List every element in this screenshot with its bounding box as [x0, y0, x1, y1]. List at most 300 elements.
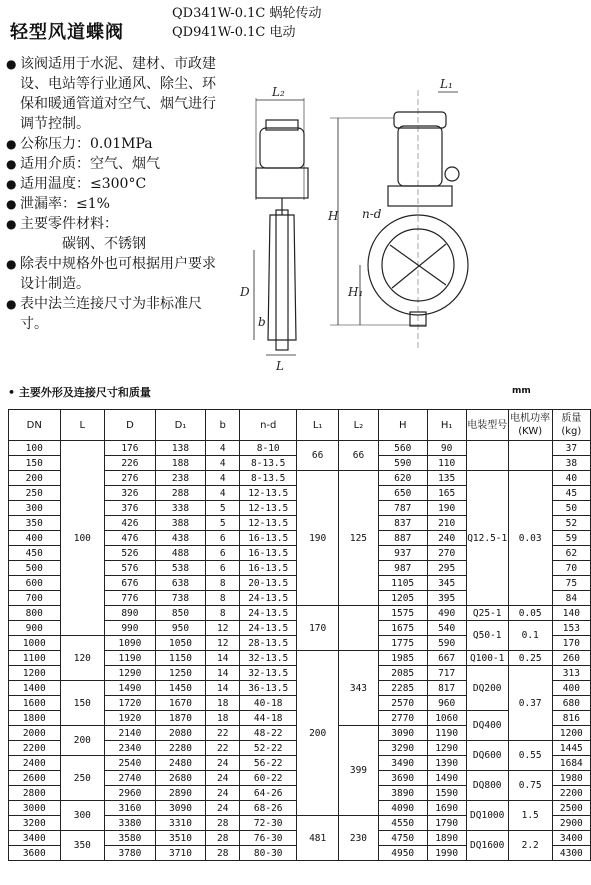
cell-l2: 343 — [339, 651, 379, 726]
cell-nd: 40-18 — [240, 696, 297, 711]
bullet-leakage: ● 泄漏率：≤1% — [6, 196, 110, 212]
cell-d: 1490 — [105, 681, 156, 696]
cell-mass: 1684 — [552, 756, 590, 771]
table-header-cell: H — [378, 410, 427, 441]
cell-mass: 400 — [552, 681, 590, 696]
cell-b: 14 — [206, 681, 240, 696]
cell-nd: 8-13.5 — [240, 471, 297, 486]
table-header-cell: DN — [9, 410, 61, 441]
cell-b: 12 — [206, 621, 240, 636]
cell-l2 — [339, 606, 379, 651]
cell-nd: 24-13.5 — [240, 591, 297, 606]
cell-d1: 1050 — [155, 636, 206, 651]
cell-h1: 295 — [427, 561, 466, 576]
cell-motor-power: 0.03 — [508, 471, 552, 606]
cell-l2: 125 — [339, 471, 379, 606]
cell-nd: 12-13.5 — [240, 516, 297, 531]
cell-nd: 12-13.5 — [240, 501, 297, 516]
cell-dn: 350 — [9, 516, 61, 531]
cell-motor-power — [508, 441, 552, 471]
cell-dn: 400 — [9, 531, 61, 546]
cell-d: 1920 — [105, 711, 156, 726]
cell-dn: 2600 — [9, 771, 61, 786]
cell-d1: 638 — [155, 576, 206, 591]
cell-b: 4 — [206, 441, 240, 456]
cell-b: 24 — [206, 756, 240, 771]
cell-h1: 1890 — [427, 831, 466, 846]
cell-h: 787 — [378, 501, 427, 516]
cell-nd: 60-22 — [240, 771, 297, 786]
cell-d1: 188 — [155, 456, 206, 471]
bullet-medium: ● 适用介质：空气、烟气 — [6, 156, 160, 172]
table-header-cell: D — [105, 410, 156, 441]
cell-h1: 270 — [427, 546, 466, 561]
cell-b: 4 — [206, 456, 240, 471]
cell-nd: 24-13.5 — [240, 606, 297, 621]
cell-d: 2540 — [105, 756, 156, 771]
cell-h1: 1690 — [427, 801, 466, 816]
cell-h1: 90 — [427, 441, 466, 456]
cell-mass: 260 — [552, 651, 590, 666]
cell-actuator-model: DQ1600 — [466, 831, 508, 861]
cell-dn: 150 — [9, 456, 61, 471]
cell-motor-power: 0.55 — [508, 741, 552, 771]
table-header-cell: L₁ — [297, 410, 339, 441]
cell-actuator-model: DQ400 — [466, 711, 508, 741]
cell-b: 22 — [206, 726, 240, 741]
cell-d1: 438 — [155, 531, 206, 546]
cell-d1: 3710 — [155, 846, 206, 861]
cell-d1: 1150 — [155, 651, 206, 666]
cell-mass: 170 — [552, 636, 590, 651]
cell-mass: 75 — [552, 576, 590, 591]
cell-h1: 345 — [427, 576, 466, 591]
cell-h1: 1060 — [427, 711, 466, 726]
cell-h1: 540 — [427, 621, 466, 636]
cell-dn: 1000 — [9, 636, 61, 651]
cell-mass: 62 — [552, 546, 590, 561]
cell-motor-power: 0.1 — [508, 621, 552, 651]
cell-d1: 388 — [155, 516, 206, 531]
label-L: L — [276, 359, 284, 373]
cell-h: 1205 — [378, 591, 427, 606]
cell-d: 1720 — [105, 696, 156, 711]
label-nd: n-d — [362, 207, 382, 221]
cell-l2: 66 — [339, 441, 379, 471]
cell-dn: 200 — [9, 471, 61, 486]
cell-dn: 250 — [9, 486, 61, 501]
cell-nd: 64-26 — [240, 786, 297, 801]
cell-b: 5 — [206, 501, 240, 516]
cell-nd: 12-13.5 — [240, 486, 297, 501]
cell-b: 18 — [206, 711, 240, 726]
cell-d: 376 — [105, 501, 156, 516]
cell-d: 2740 — [105, 771, 156, 786]
cell-b: 24 — [206, 786, 240, 801]
cell-h: 590 — [378, 456, 427, 471]
cell-nd: 32-13.5 — [240, 651, 297, 666]
cell-dn: 600 — [9, 576, 61, 591]
cell-h1: 1190 — [427, 726, 466, 741]
cell-d: 3780 — [105, 846, 156, 861]
cell-l2: 399 — [339, 726, 379, 816]
cell-b: 6 — [206, 546, 240, 561]
cell-h1: 490 — [427, 606, 466, 621]
cell-h: 3090 — [378, 726, 427, 741]
bullet-custom: ● 除表中规格外也可根据用户要求设计制造。 — [6, 256, 216, 292]
cell-d1: 2080 — [155, 726, 206, 741]
cell-h1: 1290 — [427, 741, 466, 756]
cell-mass: 2200 — [552, 786, 590, 801]
cell-d1: 3510 — [155, 831, 206, 846]
cell-b: 28 — [206, 846, 240, 861]
cell-nd: 16-13.5 — [240, 531, 297, 546]
cell-mass: 140 — [552, 606, 590, 621]
cell-b: 4 — [206, 486, 240, 501]
cell-dn: 3400 — [9, 831, 61, 846]
cell-d: 276 — [105, 471, 156, 486]
cell-b: 8 — [206, 591, 240, 606]
cell-l: 200 — [60, 726, 105, 756]
bullet-application: ● 该阀适用于水泥、建材、市政建设、电站等行业通风、除尘、环保和暖通管道对空气、烟气进行调节控制。 — [6, 56, 216, 132]
cell-dn: 2400 — [9, 756, 61, 771]
cell-mass: 313 — [552, 666, 590, 681]
cell-dn: 1100 — [9, 651, 61, 666]
cell-nd: 56-22 — [240, 756, 297, 771]
cell-actuator-model — [466, 441, 508, 471]
bullet-temperature: ● 适用温度：≤300°C — [6, 176, 147, 192]
cell-actuator-model: Q25-1 — [466, 606, 508, 621]
cell-mass: 1980 — [552, 771, 590, 786]
cell-d: 226 — [105, 456, 156, 471]
model-list — [172, 4, 321, 42]
cell-b: 14 — [206, 651, 240, 666]
cell-mass: 816 — [552, 711, 590, 726]
cell-d: 576 — [105, 561, 156, 576]
cell-motor-power: 2.2 — [508, 831, 552, 861]
cell-actuator-model: DQ200 — [466, 666, 508, 711]
cell-dn: 500 — [9, 561, 61, 576]
cell-d: 426 — [105, 516, 156, 531]
cell-b: 28 — [206, 816, 240, 831]
bullet-flange: ● 表中法兰连接尺寸为非标准尺寸。 — [6, 296, 202, 332]
cell-h1: 1790 — [427, 816, 466, 831]
table-header-cell: 质量(kg) — [552, 410, 590, 441]
cell-h: 987 — [378, 561, 427, 576]
unit-label: mm — [512, 386, 531, 396]
cell-nd: 48-22 — [240, 726, 297, 741]
cell-h: 1575 — [378, 606, 427, 621]
cell-d: 676 — [105, 576, 156, 591]
cell-h1: 1390 — [427, 756, 466, 771]
cell-l1: 66 — [297, 441, 339, 471]
cell-nd: 52-22 — [240, 741, 297, 756]
cell-h: 1105 — [378, 576, 427, 591]
cell-dn: 700 — [9, 591, 61, 606]
cell-actuator-model: Q100-1 — [466, 651, 508, 666]
cell-dn: 1200 — [9, 666, 61, 681]
cell-d1: 1670 — [155, 696, 206, 711]
cell-h1: 135 — [427, 471, 466, 486]
cell-mass: 45 — [552, 486, 590, 501]
cell-h1: 165 — [427, 486, 466, 501]
page-title: 轻型风道蝶阀 — [10, 22, 124, 43]
cell-b: 12 — [206, 636, 240, 651]
cell-dn: 300 — [9, 501, 61, 516]
cell-l: 120 — [60, 636, 105, 681]
table-header-cell: L₂ — [339, 410, 379, 441]
cell-h1: 717 — [427, 666, 466, 681]
cell-d1: 2480 — [155, 756, 206, 771]
cell-l: 300 — [60, 801, 105, 831]
cell-d: 526 — [105, 546, 156, 561]
dimensions-table — [8, 409, 591, 861]
cell-dn: 2800 — [9, 786, 61, 801]
cell-h: 937 — [378, 546, 427, 561]
cell-h: 4950 — [378, 846, 427, 861]
feature-list — [6, 54, 218, 334]
cell-mass: 4300 — [552, 846, 590, 861]
table-header-cell: n-d — [240, 410, 297, 441]
cell-motor-power: 0.37 — [508, 666, 552, 741]
cell-d1: 738 — [155, 591, 206, 606]
cell-nd: 32-13.5 — [240, 666, 297, 681]
cell-dn: 800 — [9, 606, 61, 621]
cell-h: 3690 — [378, 771, 427, 786]
cell-h: 2770 — [378, 711, 427, 726]
cell-d1: 138 — [155, 441, 206, 456]
cell-d1: 2280 — [155, 741, 206, 756]
cell-h1: 1490 — [427, 771, 466, 786]
cell-d: 2340 — [105, 741, 156, 756]
cell-h: 4090 — [378, 801, 427, 816]
table-header-cell: 电机功率(KW) — [508, 410, 552, 441]
cell-mass: 38 — [552, 456, 590, 471]
cell-d1: 2890 — [155, 786, 206, 801]
cell-mass: 84 — [552, 591, 590, 606]
bullet-materials: ● 主要零件材料： — [6, 216, 118, 232]
cell-h: 620 — [378, 471, 427, 486]
cell-h1: 590 — [427, 636, 466, 651]
cell-d1: 338 — [155, 501, 206, 516]
cell-mass: 37 — [552, 441, 590, 456]
cell-actuator-model: DQ1000 — [466, 801, 508, 831]
cell-h1: 240 — [427, 531, 466, 546]
cell-b: 18 — [206, 696, 240, 711]
cell-h1: 110 — [427, 456, 466, 471]
cell-d: 3160 — [105, 801, 156, 816]
cell-h: 1675 — [378, 621, 427, 636]
cell-l: 250 — [60, 756, 105, 801]
cell-h: 4750 — [378, 831, 427, 846]
cell-d: 176 — [105, 441, 156, 456]
cell-d: 1090 — [105, 636, 156, 651]
cell-nd: 28-13.5 — [240, 636, 297, 651]
cell-actuator-model: DQ600 — [466, 741, 508, 771]
cell-h: 2085 — [378, 666, 427, 681]
cell-h: 1985 — [378, 651, 427, 666]
cell-b: 24 — [206, 771, 240, 786]
cell-b: 6 — [206, 531, 240, 546]
cell-d: 776 — [105, 591, 156, 606]
cell-b: 22 — [206, 741, 240, 756]
cell-h1: 395 — [427, 591, 466, 606]
cell-dn: 1800 — [9, 711, 61, 726]
cell-mass: 1445 — [552, 741, 590, 756]
cell-h: 2285 — [378, 681, 427, 696]
cell-nd: 16-13.5 — [240, 546, 297, 561]
cell-dn: 450 — [9, 546, 61, 561]
label-D: D — [240, 285, 250, 299]
cell-nd: 16-13.5 — [240, 561, 297, 576]
cell-b: 14 — [206, 666, 240, 681]
cell-motor-power: 0.75 — [508, 771, 552, 801]
cell-d1: 1870 — [155, 711, 206, 726]
cell-d1: 3310 — [155, 816, 206, 831]
cell-h: 3290 — [378, 741, 427, 756]
cell-motor-power: 0.05 — [508, 606, 552, 621]
cell-nd: 72-30 — [240, 816, 297, 831]
cell-nd: 44-18 — [240, 711, 297, 726]
cell-mass: 50 — [552, 501, 590, 516]
materials-value: 碳钢、不锈钢 — [62, 236, 146, 252]
cell-d1: 1450 — [155, 681, 206, 696]
model-worm: QD341W-0.1C 蜗轮传动 — [172, 6, 322, 21]
cell-d: 2960 — [105, 786, 156, 801]
cell-h: 3890 — [378, 786, 427, 801]
cell-nd: 80-30 — [240, 846, 297, 861]
cell-d: 476 — [105, 531, 156, 546]
cell-actuator-model: DQ800 — [466, 771, 508, 801]
cell-dn: 1400 — [9, 681, 61, 696]
cell-d: 3380 — [105, 816, 156, 831]
label-L2: L₂ — [272, 85, 285, 99]
cell-b: 6 — [206, 561, 240, 576]
cell-actuator-model: Q50-1 — [466, 621, 508, 651]
cell-h: 560 — [378, 441, 427, 456]
cell-dn: 2200 — [9, 741, 61, 756]
cell-d1: 850 — [155, 606, 206, 621]
cell-d1: 3090 — [155, 801, 206, 816]
bullet-pressure: ● 公称压力：0.01MPa — [6, 136, 153, 152]
cell-dn: 2000 — [9, 726, 61, 741]
cell-d1: 1250 — [155, 666, 206, 681]
cell-d: 990 — [105, 621, 156, 636]
cell-nd: 76-30 — [240, 831, 297, 846]
cell-d1: 238 — [155, 471, 206, 486]
cell-mass: 52 — [552, 516, 590, 531]
cell-motor-power: 1.5 — [508, 801, 552, 831]
cell-mass: 153 — [552, 621, 590, 636]
cell-dn: 100 — [9, 441, 61, 456]
cell-h1: 1990 — [427, 846, 466, 861]
cell-b: 5 — [206, 516, 240, 531]
cell-b: 28 — [206, 831, 240, 846]
table-header-cell: H₁ — [427, 410, 466, 441]
cell-nd: 8-10 — [240, 441, 297, 456]
table-row — [9, 441, 591, 456]
section-title: • 主要外形及连接尺寸和质量 — [8, 386, 151, 399]
cell-actuator-model: Q12.5-1 — [466, 471, 508, 606]
cell-d1: 488 — [155, 546, 206, 561]
cell-mass: 3400 — [552, 831, 590, 846]
cell-h: 650 — [378, 486, 427, 501]
cell-nd: 8-13.5 — [240, 456, 297, 471]
cell-l1: 170 — [297, 606, 339, 651]
cell-dn: 3600 — [9, 846, 61, 861]
cell-d: 3580 — [105, 831, 156, 846]
cell-nd: 36-13.5 — [240, 681, 297, 696]
cell-l1: 200 — [297, 651, 339, 816]
cell-mass: 2500 — [552, 801, 590, 816]
cell-d1: 950 — [155, 621, 206, 636]
label-L1: L₁ — [440, 77, 453, 91]
cell-mass: 40 — [552, 471, 590, 486]
table-header-cell: L — [60, 410, 105, 441]
cell-h: 1775 — [378, 636, 427, 651]
cell-dn: 1600 — [9, 696, 61, 711]
table-header-cell: b — [206, 410, 240, 441]
cell-b: 8 — [206, 606, 240, 621]
label-H1: H₁ — [348, 285, 364, 299]
cell-mass: 70 — [552, 561, 590, 576]
cell-nd: 24-13.5 — [240, 621, 297, 636]
cell-mass: 680 — [552, 696, 590, 711]
table-header-cell: 电装型号 — [466, 410, 508, 441]
model-electric: QD941W-0.1C 电动 — [172, 25, 296, 40]
cell-d1: 2680 — [155, 771, 206, 786]
cell-mass: 2900 — [552, 816, 590, 831]
cell-l2: 230 — [339, 816, 379, 861]
cell-nd: 68-26 — [240, 801, 297, 816]
cell-d1: 288 — [155, 486, 206, 501]
cell-d1: 538 — [155, 561, 206, 576]
cell-l: 350 — [60, 831, 105, 861]
cell-h: 2570 — [378, 696, 427, 711]
cell-h1: 210 — [427, 516, 466, 531]
cell-d: 326 — [105, 486, 156, 501]
cell-d: 1190 — [105, 651, 156, 666]
cell-dn: 900 — [9, 621, 61, 636]
cell-h: 3490 — [378, 756, 427, 771]
cell-l1: 190 — [297, 471, 339, 606]
cell-nd: 20-13.5 — [240, 576, 297, 591]
cell-dn: 3000 — [9, 801, 61, 816]
cell-h1: 817 — [427, 681, 466, 696]
cell-d: 1290 — [105, 666, 156, 681]
cell-dn: 3200 — [9, 816, 61, 831]
table-header-cell: D₁ — [155, 410, 206, 441]
cell-mass: 59 — [552, 531, 590, 546]
cell-mass: 1200 — [552, 726, 590, 741]
cell-b: 24 — [206, 801, 240, 816]
label-H: H — [328, 209, 339, 223]
label-b: b — [258, 315, 266, 329]
cell-motor-power: 0.25 — [508, 651, 552, 666]
cell-h1: 960 — [427, 696, 466, 711]
cell-l: 100 — [60, 441, 105, 636]
cell-l1: 481 — [297, 816, 339, 861]
cell-h: 837 — [378, 516, 427, 531]
cell-h: 4550 — [378, 816, 427, 831]
table-header-row — [9, 410, 591, 441]
cell-d: 2140 — [105, 726, 156, 741]
cell-h1: 667 — [427, 651, 466, 666]
cell-h: 887 — [378, 531, 427, 546]
cell-d: 890 — [105, 606, 156, 621]
cell-b: 8 — [206, 576, 240, 591]
valve-drawing — [220, 50, 590, 380]
